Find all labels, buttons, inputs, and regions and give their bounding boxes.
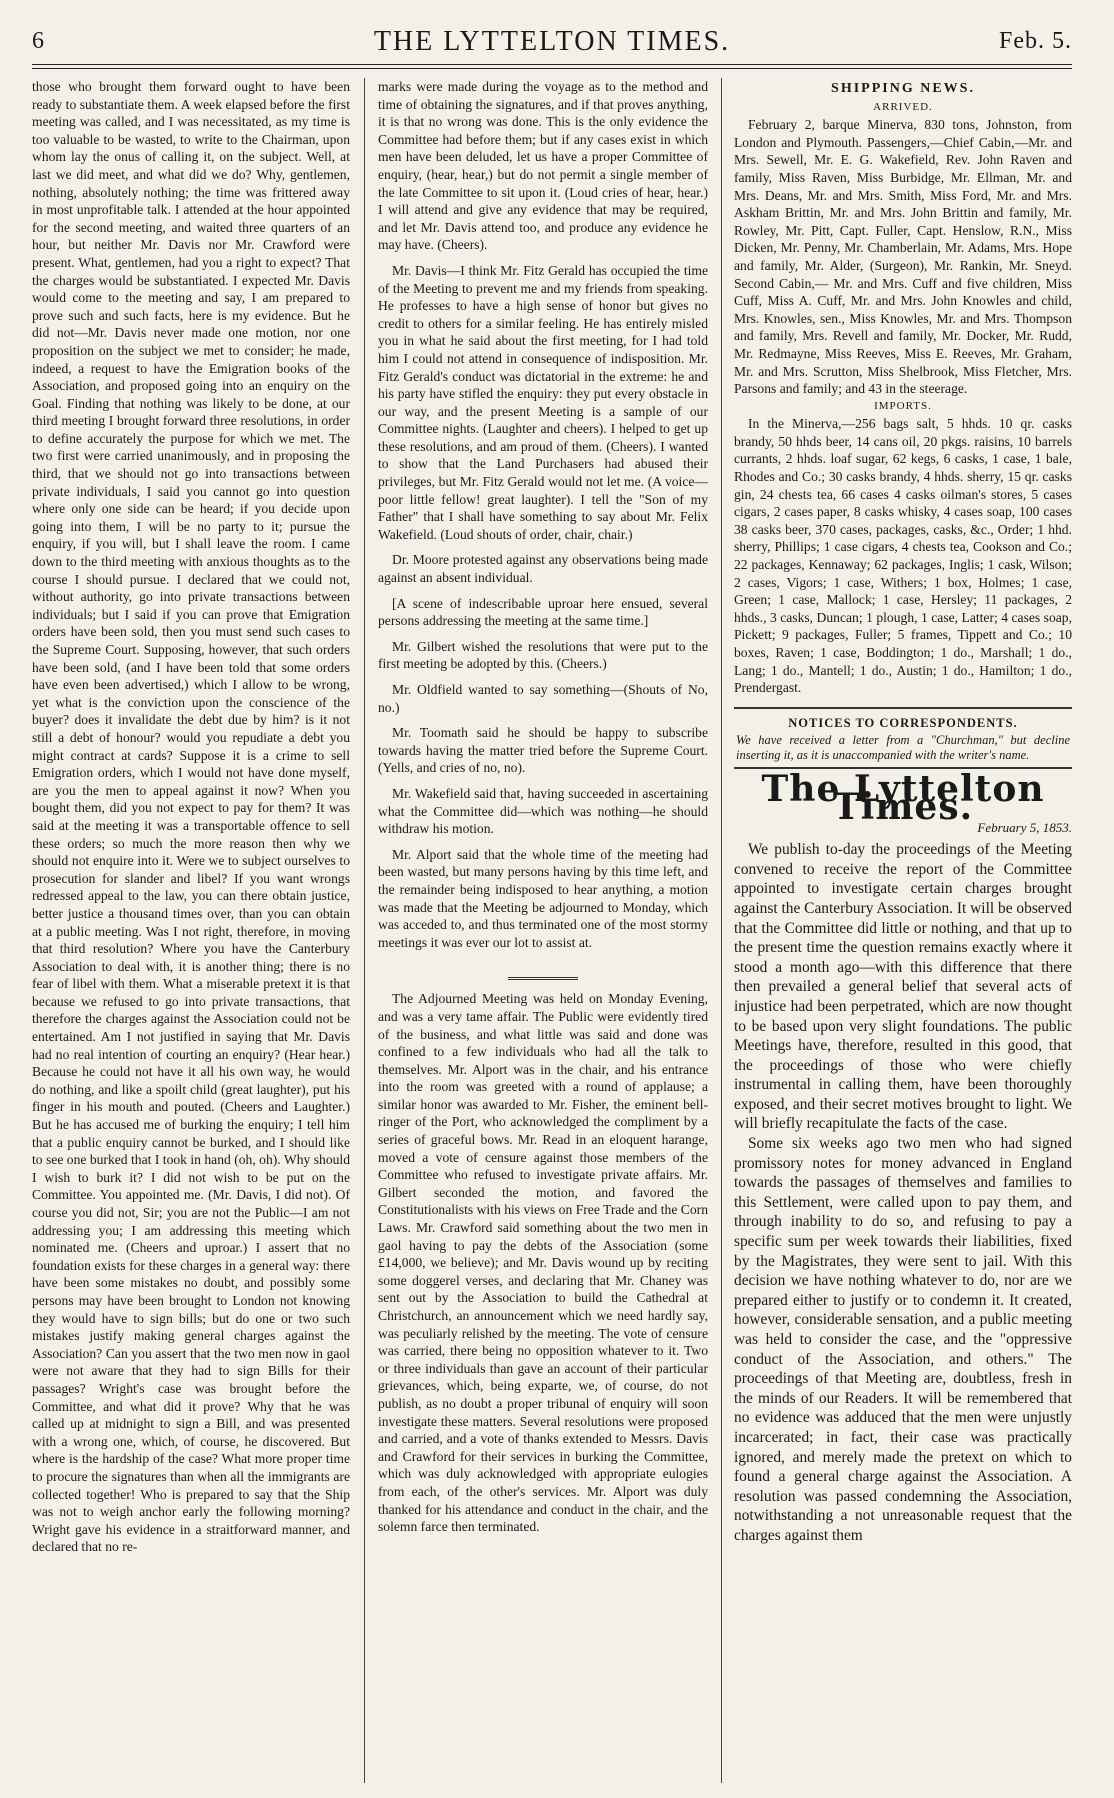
column-two [378,78,708,1783]
page-header [32,22,1072,62]
notices-heading: NOTICES TO CORRESPONDENTS. [788,715,1018,730]
newspaper-title: THE LYTTELTON TIMES. [373,26,731,57]
article-paragraph: The Adjourned Meeting was held on Monday Evening, and was a very tame affair. The Public were evidently tired of the business, and what little was said and done was confined to a few individuals who had all the talk to themselves. Mr. Alport was in the chair, and his entrance into the room was greeted with a round of applause; a similar honor was awarded to Mr. Fisher, the eminent bell-ringer of the Port, who acknowledged the compliment by a series of graceful bows. Mr. Read in an eloquent harange, moved a vote of censure against those members of the Committee who refused to investigate private affairs. Mr. Gilbert seconded the motion, and favored the Constitutionalists with his views on Free Trade and the Corn Laws. Mr. Crawford said something about the two men in gaol having to pay the debts of the Association (some £14,000, we believe); and Mr. Davis wound up by reciting some doggerel verses, and declaring that Mr. Chaney was sent out by the Association to build the Cathedral at Christchurch, an announcement which we need hardly say, was peculiarly relished by the meeting. The vote of censure was carried, there being no opposition whatever to it. Two or three individuals than gave an account of their particular grievances, which, being exparte, we, of course, do not publish, as no doubt a proper tribunal of enquiry will soon investigate these matters. Several resolutions were proposed and carried, and a vote of thanks extended to Messrs. Davis and Crawford for their services in burking the Committee, which was duly acknowledged with appropriate eulogies from each, of the other's services. Mr. Alport was duly thanked for his attendance and conduct in the chair, and the solemn farce then terminated. [378,991,708,1535]
imports-heading: IMPORTS. [874,399,932,412]
article-paragraph: Mr. Toomath said he should be happy to subscribe towards having the matter tried before the Supreme Court. (Yells, and cries of no, no). [378,725,708,776]
article-paragraph: Mr. Oldfield wanted to say something—(Shouts of No, no.) [378,682,708,715]
article-paragraph: Mr. Wakefield said that, having succeeded in ascertaining what the Committee did—which was nothing—he should withdraw his motion. [378,785,708,837]
editorial-paragraph: We publish to-day the proceedings of the Meeting convened to receive the report of the Committee appointed to investigate certain charges brought against the Canterbury Association. It will be observed that the Committee did little or nothing, and that up to the present time the question remains exactly where it stood a month ago—with this difference that there then prevailed a general belief that several acts of injustice had been perpetrated, which are now thought to be based upon very slight foundations. The public Meetings have, therefore, resulted in this good, that the proceedings of those who were chiefly instrumental in calling them, have been thoroughly exposed, and their secret motives brought to light. We will briefly recapitulate the facts of the case. [734,841,1072,1133]
arrivals-paragraph: February 2, barque Minerva, 830 tons, Johnston, from London and Plymouth. Passengers,—Chief Cabin,—Mr. and Mrs. Sewell, Mr. E. G. Wakefield, Rev. John Raven and family, Miss Raven, Miss Burbidge, Mr. Ellman, Mr. and Mrs. Deans, Mr. and Mrs. Smith, Miss Ford, Mr. and Mrs. Askham Brittin, Mr. and Mrs. John Brittin and family, Mr. Rowley, Mr. Pitt, Capt. Fuller, Capt. Henslow, R.N., Miss Dicken, Mr. Penny, Mr. Chamberlain, Mr. Adams, Mrs. Hope and family, Mr. Alder, (Surgeon), Mr. Rankin, Mr. Sneyd. Second Cabin,— Mr. and Mrs. Cuff and five children, Miss Cuff, Miss A. Cuff, Mr. and Mrs. John Knowles and child, Mrs. Knowles, sen., Miss Knowles, Mr. and Mrs. Thompson and family, Mrs. Revell and family, Mr. Docker, Mr. Rudd, Mr. Redmayne, Miss Reeves, Miss E. Reeves, Mr. Graham, Mr. and Mrs. Scrutton, Miss Shelbrook, Miss Fletcher, Mrs. Parsons and family; and 43 in the steerage. [734,117,1072,397]
page-number: 6 [32,28,44,54]
notices-box [734,707,1072,770]
article-paragraph: those who brought them forward ought to have been ready to substantiate them. A week elapsed before the first meeting was called, and I was necessitated, as my time is too valuable to be wasted, to write to the Chairman, upon whom lay the onus of calling it, on the subject. Well, at last we did meet, and what did we do? Why, gentlemen, nothing, absolutely nothing; the time was frittered away in most unprofitable talk. I attended at the hour appointed for the second meeting, and waited three quarters of an hour, but neither Mr. Davis nor Mr. Crawford were present. What, gentlemen, had you a right to expect? That the charges would be substantiated. I expected Mr. Davis would come to the meeting and say, I am prepared to prove such and such facts, here is my evidence. But he did not—Mr. Davis never made one motion, nor one proposition on the subject we met to consider; he made, indeed, a request to have the Emigration books of the Association, and proposed going into an enquiry on the Goal. Finding that nothing was likely to be done, at our third meeting I brought forward three resolutions, in order to define accurately the purpose for which we met. The two first were carried unanimously, and in proposing the third, that we should not go into transactions between private individuals, I said you cannot go into question where only one side can be heard; if you decide upon going into them, I will be no party to it; pursue the enquiry, if you will, but I shall leave the room. I came down to the third meeting with anxious thoughts as to the course I should pursue. I declared that we could not, without authority, go into private transactions between individuals; but I said if you can prove that Emigration orders have been sold, then you must send such cases to the Supreme Court. Supposing, however, that such orders have been sold, (and I have been told that some orders have even been advertised,) which I allow to be wrong, yet what is the conviction upon the conscience of the buyer? does it invalidate the debt due by him? is it not still a debt of honour? would you repudiate a debt you might contract at cards? Suppose it is a crime to sell Emigration orders, which I would not have done myself, are you the men to appeal against it now? When you bought them, did you not expect to pay for them? It was said at the meeting it was a transportable offence to sell these orders; so much the more reason then why we should not enquire into it. Were we to subject ourselves to prosecution for slander and libel? If you want wrongs redressed appeal to the law, you can there obtain justice, better justice a thousand times over, than you can obtain at a public meeting. Was I not right, therefore, in moving that third resolution? Where you have the Canterbury Association to deal with, it is another thing; there is no fear of libel with them. What a miserable pretext it is that because we refused to go into private transactions, that therefore the charges against the Association could not be entertained. Am I not justified in saying that Mr. Davis had no real intention of courting an enquiry? (Hear hear.) Because he could not have it all his own way, he would do nothing, and like a spoilt child (great laughter), put his finger in his mouth and pouted. (Cheers and Laughter.) But he has accused me of burking the enquiry; I tell him that a public enquiry cannot be burked, and I should like to see one burked that I took in hand (oh, oh). Why should I wish to burk it? I did not wish to be put on the Committee. You appointed me. (Mr. Davis, I did not). Of course you did not, Sir; you are not the Public—I am not addressing you; I am addressing this meeting which nominated me. (Cheers and uproar.) I assert that no foundation exists for these charges in a general way: there have been some mistakes no doubt, and possibly some persons may have been brought to London not knowing they would have to sign bills; but do one or two such mistakes justify making general charges against the Association? Can you assert that the two men now in gaol were not aware that they had to sign Bills for their passages? Wright's case was brought before the Committee, and what did it prove? Why that he was called up at midnight to sign a Bill, and was presented with a wrong one, which, of course, he discovered. But where is the hardship of the case? What more proper time to procure the signatures than when all the immigrants are collected together! Who is prepared to say that the Ship was not to weigh anchor early the following morning? Wright gave his evidence in a straitforward manner, and declared that no re- [32,79,350,1555]
editorial-paragraph: Some six weeks ago two men who had signed promissory notes for money advanced in England towards the passages of themselves and families to this Settlement, were called upon to pay them, and through inability to do so, and refusing to pay a specific sum per week towards their liabilities, fixed by the Magistrates, they were sent to jail. With this decision we have nothing whatever to do, nor are we prepared either to justify or to condemn it. It created, however, considerable sensation, and a public meeting was held to consider the case, and the "oppressive conduct of the Association, and others." The proceedings of that Meeting are, doubtless, fresh in the minds of our Readers. It will be remembered that no evidence was adduced that the men were unjustly incarcerated; in fact, their case was practically ignored, and merely made the pretext on which to found a general charge against the Association. A resolution was passed condemning the Association, notwithstanding a not unreasonable request that the charges against them [734,1135,1072,1544]
article-paragraph: Dr. Moore protested against any observations being made against an absent individual. [378,552,708,586]
header-rule [32,64,1072,65]
imports-paragraph: In the Minerva,—256 bags salt, 5 hhds. 10 qr. casks brandy, 50 hhds beer, 14 cans oil, 20 pkgs. raisins, 10 barrels currants, 2 hhds. loaf sugar, 62 kegs, 6 casks, 1 case, 1 bale, Rhodes and Co.; 30 casks brandy, 4 hhds. sherry, 15 qr. casks gin, 24 chests tea, 66 cases 4 casks oilman's stores, 5 cases cigars, 2 cases paper, 8 casks whisky, 4 cases soap, 100 cases 38 casks beer, 370 cases, packages, casks, &c., Order; 1 hhd. sherry, Phillips; 1 case cigars, 4 chests tea, Cookson and Co.; 22 packages, Kennaway; 62 packages, Inglis; 1 cask, Wilson; 2 cases, Vigors; 1 case, Withers; 1 box, Holmes; 1 case, Green; 1 case, Mallock; 1 case, Hersley; 11 packages, 2 hhds., 3 casks, Duncan; 1 plough, 1 case, Latter; 4 cases soap, Pickett; 9 packages, Fuller; 5 frames, Tippett and Co.; 10 boxes, Raven; 1 case, Boddington; 1 do., Marshall; 1 do., Lang; 1 do., Mantell; 1 do., Austin; 1 do., Hamilton; 1 do., Prendergast. [734,416,1072,696]
article-paragraph: Mr. Alport said that the whole time of the meeting had been wasted, but many persons having by this time left, and the remainder being indisposed to hear anything, a motion was made that the Meeting be adjourned to Monday, which was acceded to, and thus terminated one of the most stormy meetings it was ever our lot to assist at. [378,846,708,950]
section-separator [508,977,578,980]
issue-date: Feb. 5. [999,28,1072,54]
editorial-masthead: The Lyttelton Times. [761,768,1045,828]
header-rule-second [32,68,1072,69]
article-paragraph: Mr. Gilbert wished the resolutions that were put to the first meeting be adopted by this. (Cheers.) [378,638,708,672]
editorial-dateline: February 5, 1853. [977,819,1072,835]
article-paragraph: marks were made during the voyage as to the method and time of obtaining the signatures, and if that proves anything, it is that no wrong was done. This is the only evidence the Committee had before them; but if any cases exist in which men have been deluded, let us have a proper Committee of enquiry, (hear, hear,) but do not permit a single member of the late Committee to sit upon it. (Loud cries of hear, hear.) I will attend and give any evidence that may be required, and let Mr. Davis attend too, and produce any evidence he may have. (Cheers). [378,79,708,253]
column-three [734,78,1072,1783]
column-divider [364,78,365,1783]
arrived-heading: ARRIVED. [873,100,933,113]
column-divider [721,78,722,1783]
article-paragraph: [A scene of indescribable uproar here ensued, several persons addressing the meeting at the same time.] [378,595,708,629]
column-one [32,78,350,1783]
notices-text: We have received a letter from a "Churchman," but decline inserting it, as it is unaccompanied with the writer's name. [736,733,1070,763]
article-paragraph: Mr. Davis—I think Mr. Fitz Gerald has occupied the time of the Meeting to prevent me and my friends from speaking. He professes to have a high sense of honor but gives no credit to others for a similar feeling. He has entirely misled you in what he said about the first meeting, for I had told him I could not attend in consequence of indisposition. Mr. Fitz Gerald's conduct was dictatorial in the extreme: he and his party have stifled the enquiry: they put every obstacle in our way, and the present Meeting is a sample of our Committee nights. (Laughter and cheers). I helped to get up these resolutions, and am proud of them. (Cheers). I wanted to show that the Land Purchasers had abused their privileges, but Mr. Fitz Gerald would not let me. (A voice—poor little fellow! great laughter). I tell the "Son of my Father" that I shall have something to say about Mr. Felix Wakefield. (Loud shouts of order, chair, chair.) [378,262,708,542]
shipping-news-heading: SHIPPING NEWS. [831,81,975,96]
